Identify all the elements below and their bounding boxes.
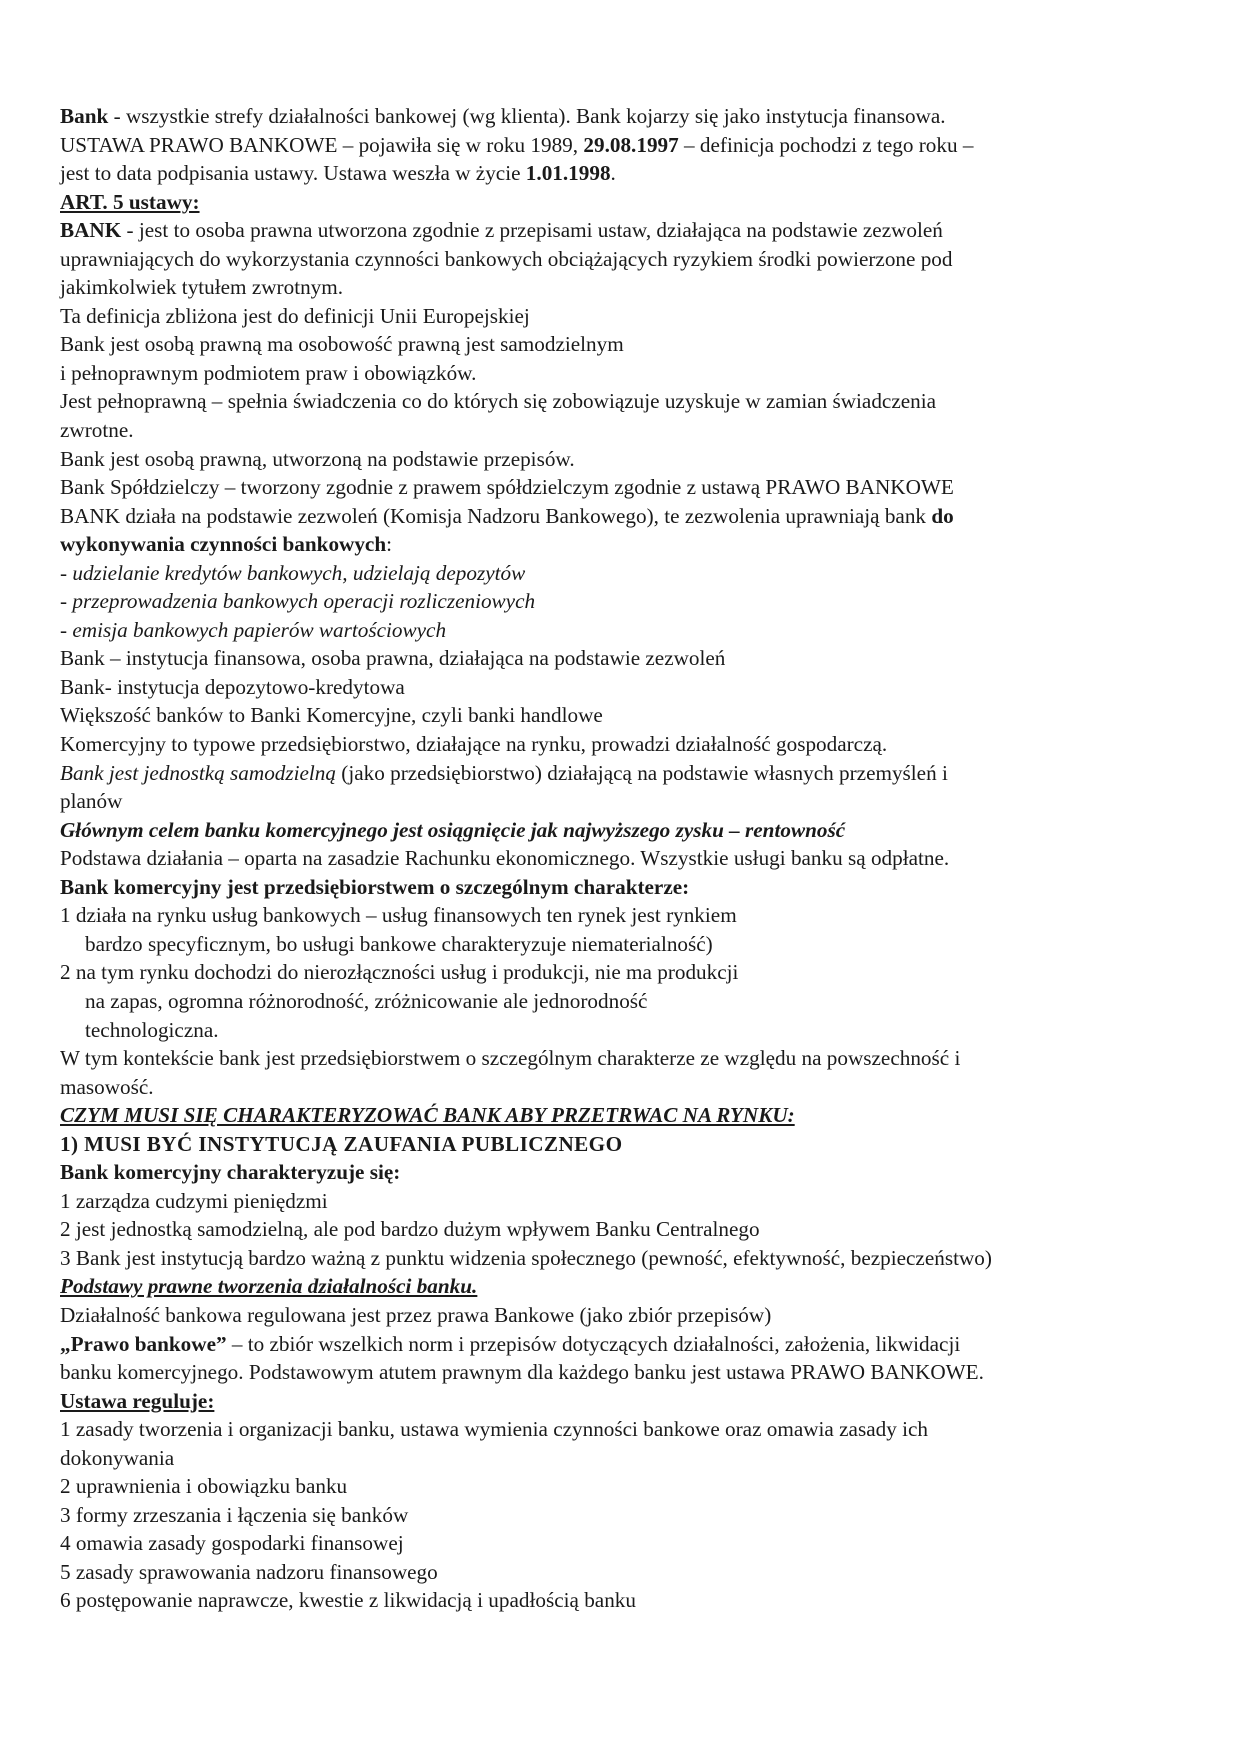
text-line bbox=[60, 559, 1180, 588]
text-run: 1 zarządza cudzymi pieniędzmi bbox=[60, 1188, 328, 1213]
text-line bbox=[60, 1586, 1180, 1615]
text-run: 2 uprawnienia i obowiązku banku bbox=[60, 1474, 348, 1499]
text-line bbox=[60, 1272, 1180, 1301]
text-line bbox=[60, 1044, 1180, 1073]
text-run: 3 formy zrzeszania i łączenia się banków bbox=[60, 1502, 409, 1527]
text-line bbox=[60, 673, 1180, 702]
text-run: Bank bbox=[60, 104, 109, 128]
text-line bbox=[60, 587, 1180, 616]
text-run: technologiczna. bbox=[85, 1017, 219, 1042]
text-line bbox=[60, 1130, 1180, 1159]
text-run: 6 postępowanie naprawcze, kwestie z likwidacją i upadłością banku bbox=[60, 1588, 636, 1613]
text-run: na zapas, ogromna różnorodność, zróżnicowanie ale jednorodność bbox=[85, 988, 648, 1013]
text-run: - bbox=[60, 589, 73, 614]
text-run: - bbox=[60, 560, 73, 585]
text-run: Działalność bankowa regulowana jest przez prawa Bankowe (jako zbiór przepisów) bbox=[60, 1302, 772, 1327]
text-line bbox=[60, 730, 1180, 759]
text-line bbox=[60, 987, 1180, 1016]
text-run: Większość banków to Banki Komercyjne, czyli banki handlowe bbox=[60, 703, 603, 728]
text-line bbox=[60, 1501, 1180, 1530]
text-run: masowość. bbox=[60, 1074, 154, 1099]
text-line bbox=[60, 787, 1180, 816]
text-run: i pełnoprawnym podmiotem praw i obowiązków. bbox=[60, 360, 477, 385]
text-run: W tym kontekście bank jest przedsiębiorstwem o szczególnym charakterze ze względu na powszechność i bbox=[60, 1046, 961, 1071]
text-run: – definicja pochodzi z tego roku – bbox=[678, 132, 974, 157]
text-line bbox=[60, 131, 1180, 160]
text-run: ART. 5 ustawy: bbox=[60, 189, 200, 214]
text-line bbox=[60, 901, 1180, 930]
text-run: Bank – instytucja finansowa, osoba prawna, działająca na podstawie zezwoleń bbox=[60, 646, 726, 671]
text-line bbox=[60, 1529, 1180, 1558]
text-line bbox=[60, 273, 1180, 302]
text-run: wykonywania czynności bankowych bbox=[60, 532, 387, 557]
text-line bbox=[60, 1073, 1180, 1102]
text-run: 1) MUSI BYĆ INSTYTUCJĄ ZAUFANIA PUBLICZNEGO bbox=[60, 1131, 623, 1156]
text-line bbox=[60, 759, 1180, 788]
text-run: 3 Bank jest instytucją bardzo ważną z punktu widzenia społecznego (pewność, efektywność, bezpieczeństwo) bbox=[60, 1245, 992, 1270]
text-run: - bbox=[60, 617, 73, 642]
text-line bbox=[60, 1215, 1180, 1244]
text-line bbox=[60, 445, 1180, 474]
text-run: Bank Spółdzielczy – tworzony zgodnie z prawem spółdzielczym zgodnie z ustawą PRAWO BANKOWE bbox=[60, 475, 954, 500]
text-line bbox=[60, 102, 1180, 131]
text-line bbox=[60, 701, 1180, 730]
text-run: jest to data podpisania ustawy. Ustawa weszła w życie bbox=[60, 161, 526, 186]
text-line bbox=[60, 245, 1180, 274]
text-run: CZYM MUSI SIĘ CHARAKTERYZOWAĆ BANK ABY PRZETRWAC NA RYNKU: bbox=[60, 1103, 795, 1128]
text-line bbox=[60, 1415, 1180, 1444]
text-run: dokonywania bbox=[60, 1445, 175, 1470]
text-run: bardzo specyficznym, bo usługi bankowe charakteryzuje niematerialność) bbox=[85, 931, 713, 956]
text-run: Ta definicja zbliżona jest do definicji Unii Europejskiej bbox=[60, 303, 530, 328]
text-run: Podstawy prawne tworzenia działalności banku. bbox=[60, 1274, 478, 1299]
text-run: Ustawa reguluje: bbox=[60, 1388, 215, 1413]
text-line bbox=[60, 1244, 1180, 1273]
text-run: Jest pełnoprawną – spełnia świadczenia co do których się zobowiązuje uzyskuje w zamian świadczenia bbox=[60, 389, 937, 414]
text-line bbox=[60, 359, 1180, 388]
text-run: 4 omawia zasady gospodarki finansowej bbox=[60, 1531, 404, 1556]
text-run: BANK działa na podstawie zezwoleń (Komisja Nadzoru Bankowego), te zezwolenia uprawniają bank bbox=[60, 503, 932, 528]
text-run: uprawniających do wykorzystania czynności bankowych obciążających ryzykiem środki powierzone pod bbox=[60, 246, 953, 271]
text-line bbox=[60, 188, 1180, 217]
text-run: : bbox=[386, 532, 393, 557]
text-run: przeprowadzenia bankowych operacji rozliczeniowych bbox=[72, 589, 536, 614]
text-line bbox=[60, 530, 1180, 559]
text-line bbox=[60, 616, 1180, 645]
text-line bbox=[60, 1016, 1180, 1045]
text-run: Bank komercyjny charakteryzuje się: bbox=[60, 1160, 401, 1185]
text-run: 2 na tym rynku dochodzi do nierozłączności usług i produkcji, nie ma produkcji bbox=[60, 960, 739, 985]
text-line bbox=[60, 873, 1180, 902]
text-run: do bbox=[931, 503, 954, 528]
text-run: emisja bankowych papierów wartościowych bbox=[72, 617, 447, 642]
text-run: Bank jest jednostką samodzielną bbox=[60, 760, 336, 785]
text-run: 1 działa na rynku usług bankowych – usług finansowych ten rynek jest rynkiem bbox=[60, 903, 737, 928]
text-run: Bank- instytucja depozytowo-kredytowa bbox=[60, 674, 405, 699]
text-line bbox=[60, 387, 1180, 416]
text-line bbox=[60, 1158, 1180, 1187]
text-run: „Prawo bankowe” bbox=[60, 1331, 227, 1356]
text-run: Bank jest osobą prawną ma osobowość prawną jest samodzielnym bbox=[60, 332, 624, 357]
text-line bbox=[60, 1330, 1180, 1359]
text-line bbox=[60, 958, 1180, 987]
text-line bbox=[60, 1387, 1180, 1416]
text-run: 2 jest jednostką samodzielną, ale pod bardzo dużym wpływem Banku Centralnego bbox=[60, 1217, 760, 1242]
text-line bbox=[60, 473, 1180, 502]
text-run: Podstawa działania – oparta na zasadzie Rachunku ekonomicznego. Wszystkie usługi banku są odpłatne. bbox=[60, 846, 950, 871]
text-line bbox=[60, 1358, 1180, 1387]
text-line bbox=[60, 302, 1180, 331]
text-line bbox=[60, 1187, 1180, 1216]
text-line bbox=[60, 1444, 1180, 1473]
text-run: 1.01.1998 bbox=[525, 161, 611, 186]
text-run: jakimkolwiek tytułem zwrotnym. bbox=[60, 275, 344, 300]
text-line bbox=[60, 330, 1180, 359]
text-run: - wszystkie strefy działalności bankowej (wg klienta). Bank kojarzy się jako instytucja finansowa. bbox=[108, 104, 946, 128]
text-run: BANK bbox=[60, 218, 122, 243]
text-run: 5 zasady sprawowania nadzoru finansowego bbox=[60, 1559, 438, 1584]
text-line bbox=[60, 816, 1180, 845]
text-run: udzielanie kredytów bankowych, udzielają depozytów bbox=[72, 560, 526, 585]
text-line bbox=[60, 216, 1180, 245]
text-line bbox=[60, 1301, 1180, 1330]
text-line bbox=[60, 1472, 1180, 1501]
text-line bbox=[60, 1101, 1180, 1130]
text-run: Bank jest osobą prawną, utworzoną na podstawie przepisów. bbox=[60, 446, 575, 471]
text-run: zwrotne. bbox=[60, 418, 134, 443]
text-run: Głównym celem banku komercyjnego jest osiągnięcie jak najwyższego zysku – rentowność bbox=[60, 817, 846, 842]
text-line bbox=[60, 502, 1180, 531]
text-run: Bank komercyjny jest przedsiębiorstwem o szczególnym charakterze: bbox=[60, 874, 690, 899]
text-run: (jako przedsiębiorstwo) działającą na podstawie własnych przemyśleń i bbox=[336, 760, 948, 785]
text-run: planów bbox=[60, 789, 123, 814]
text-run: – to zbiór wszelkich norm i przepisów dotyczących działalności, założenia, likwidacji bbox=[226, 1331, 961, 1356]
text-run: Komercyjny to typowe przedsiębiorstwo, działające na rynku, prowadzi działalność gospodarczą. bbox=[60, 732, 888, 757]
text-run: banku komercyjnego. Podstawowym atutem prawnym dla każdego banku jest ustawa PRAWO BANKOWE. bbox=[60, 1360, 984, 1385]
text-line bbox=[60, 416, 1180, 445]
text-run: . bbox=[610, 161, 616, 186]
text-run: 1 zasady tworzenia i organizacji banku, ustawa wymienia czynności bankowe oraz omawia zasady ich bbox=[60, 1417, 928, 1442]
text-line bbox=[60, 844, 1180, 873]
text-line bbox=[60, 1558, 1180, 1587]
text-run: - jest to osoba prawna utworzona zgodnie z przepisami ustaw, działająca na podstawie zezwoleń bbox=[121, 218, 943, 243]
text-line bbox=[60, 644, 1180, 673]
text-run: USTAWA PRAWO BANKOWE – pojawiła się w roku 1989, bbox=[60, 132, 584, 157]
text-run: 29.08.1997 bbox=[583, 132, 679, 157]
document-page bbox=[60, 102, 1180, 1615]
text-line bbox=[60, 930, 1180, 959]
text-line bbox=[60, 159, 1180, 188]
